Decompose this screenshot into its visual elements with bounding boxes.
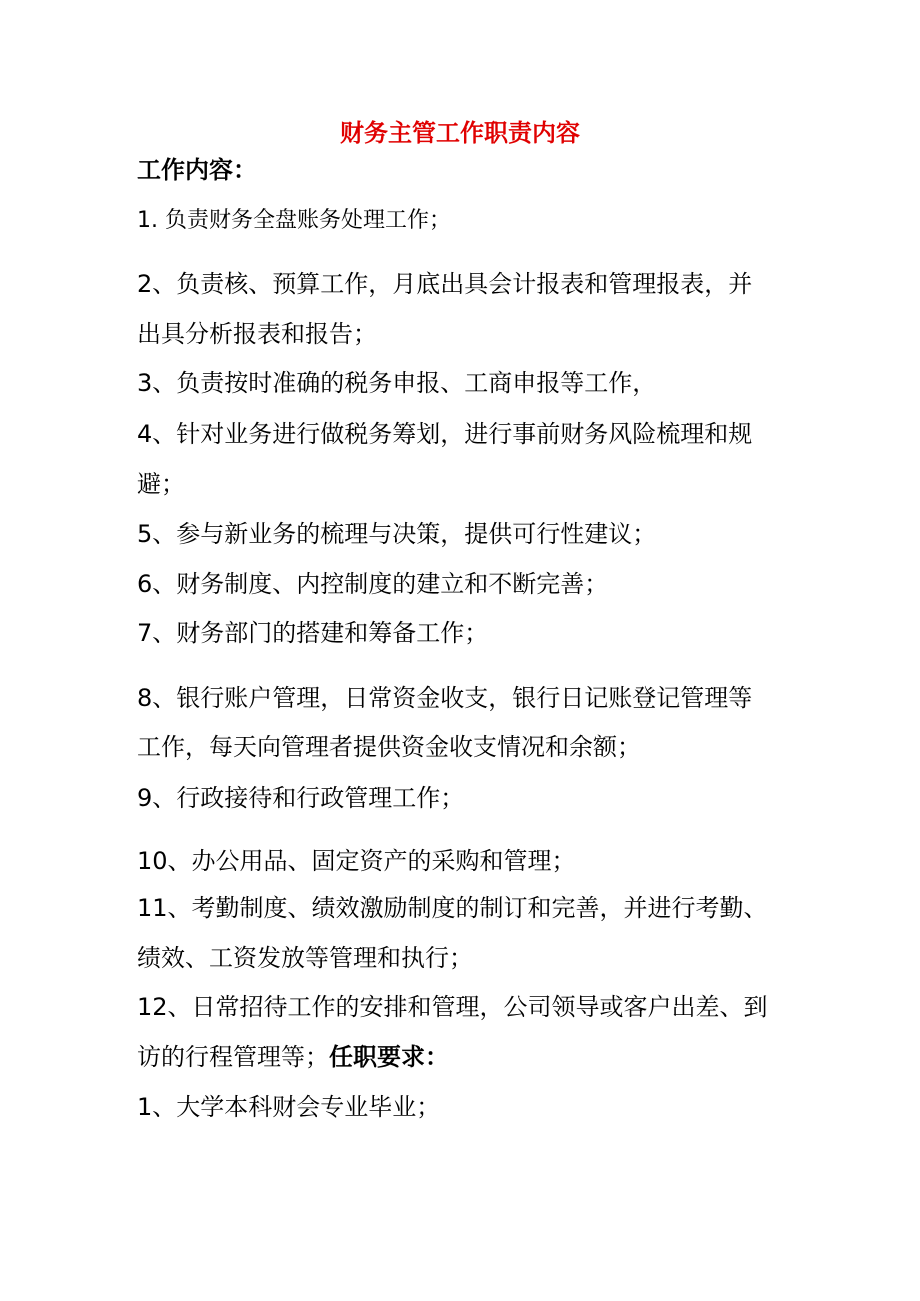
document-title: 财务主管工作职责内容 bbox=[340, 119, 580, 147]
item-5-line-1: 5、参与新业务的梳理与决策，提供可行性建议； bbox=[137, 520, 657, 548]
item-4-line-2: 避； bbox=[137, 470, 185, 498]
item-12-line-2-text: 访的行程管理等； bbox=[137, 1043, 329, 1071]
requirement-1: 1、大学本科财会专业毕业； bbox=[137, 1093, 441, 1121]
item-4-line-1: 4、针对业务进行做税务筹划，进行事前财务风险梳理和规 bbox=[137, 420, 753, 448]
item-12-line-2 bbox=[137, 1040, 449, 1074]
work-content-heading: 工作内容： bbox=[137, 156, 257, 184]
item-1-line-1: 1. 负责财务全盘账务处理工作； bbox=[137, 208, 451, 233]
item-8-line-1: 8、银行账户管理，日常资金收支，银行日记账登记管理等 bbox=[137, 684, 753, 712]
item-12-line-1: 12、日常招待工作的安排和管理，公司领导或客户出差、到 bbox=[137, 993, 768, 1021]
item-11-line-2: 绩效、工资发放等管理和执行； bbox=[137, 944, 473, 972]
item-9-line-1: 9、行政接待和行政管理工作； bbox=[137, 784, 465, 812]
item-3-line-1: 3、负责按时准确的税务申报、工商申报等工作， bbox=[137, 369, 657, 397]
item-2-line-1: 2、负责核、预算工作，月底出具会计报表和管理报表，并 bbox=[137, 270, 753, 298]
requirements-heading: 任职要求： bbox=[329, 1043, 449, 1071]
item-2-line-2: 出具分析报表和报告； bbox=[137, 320, 377, 348]
item-8-line-2: 工作，每天向管理者提供资金收支情况和余额； bbox=[137, 733, 641, 761]
item-11-line-1: 11、考勤制度、绩效激励制度的制订和完善，并进行考勤、 bbox=[137, 894, 768, 922]
item-10-line-1: 10、办公用品、固定资产的采购和管理； bbox=[137, 847, 576, 875]
item-7-line-1: 7、财务部门的搭建和筹备工作； bbox=[137, 619, 489, 647]
item-6-line-1: 6、财务制度、内控制度的建立和不断完善； bbox=[137, 570, 609, 598]
